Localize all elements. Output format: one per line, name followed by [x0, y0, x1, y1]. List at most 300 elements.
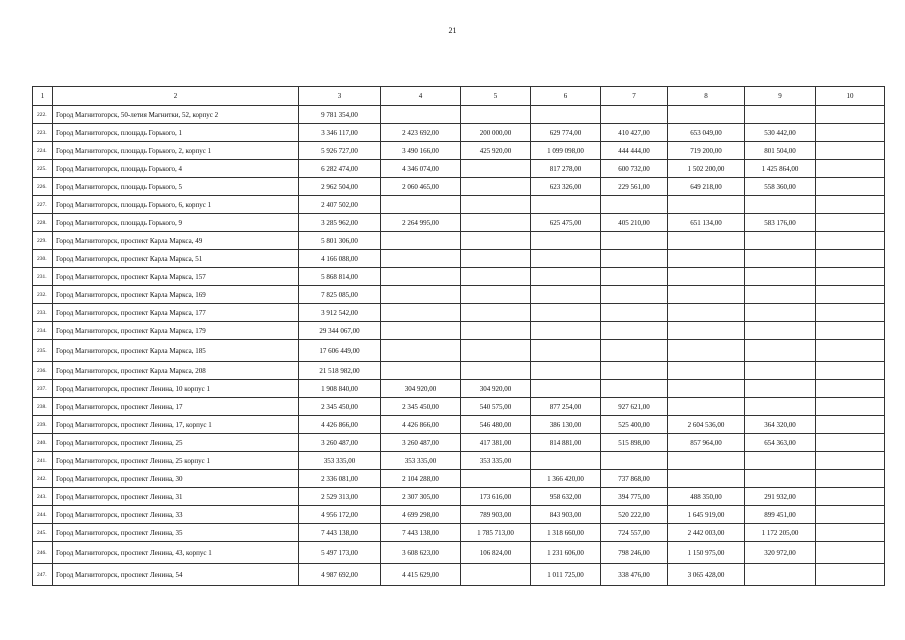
- value-col-7: [601, 196, 668, 214]
- table-row: [33, 268, 885, 286]
- value-col-4: [381, 232, 461, 250]
- value-col-6: [531, 268, 601, 286]
- table-row: [33, 250, 885, 268]
- table-row: [33, 340, 885, 362]
- column-header: 4: [381, 87, 461, 106]
- row-number: 246.: [33, 542, 53, 564]
- value-col-10: [816, 196, 885, 214]
- value-col-4: 2 104 288,00: [381, 470, 461, 488]
- value-col-7: 798 246,00: [601, 542, 668, 564]
- value-col-10: [816, 160, 885, 178]
- value-col-9: [745, 380, 816, 398]
- value-col-7: [601, 340, 668, 362]
- value-col-7: [601, 304, 668, 322]
- value-col-9: 558 360,00: [745, 178, 816, 196]
- value-col-3: 7 443 138,00: [299, 524, 381, 542]
- value-col-8: [668, 196, 745, 214]
- value-col-9: [745, 196, 816, 214]
- value-col-3: 4 426 866,00: [299, 416, 381, 434]
- value-col-4: 3 490 166,00: [381, 142, 461, 160]
- value-col-9: 899 451,00: [745, 506, 816, 524]
- row-number: 242.: [33, 470, 53, 488]
- value-col-5: 304 920,00: [461, 380, 531, 398]
- value-col-7: [601, 452, 668, 470]
- value-col-9: [745, 452, 816, 470]
- table-row: [33, 214, 885, 232]
- value-col-4: [381, 322, 461, 340]
- value-col-4: 4 426 866,00: [381, 416, 461, 434]
- address-cell: Город Магнитогорск, проспект Ленина, 54: [53, 564, 299, 586]
- address-cell: Город Магнитогорск, проспект Карла Маркса, 157: [53, 268, 299, 286]
- value-col-3: 4 956 172,00: [299, 506, 381, 524]
- value-col-4: 4 699 298,00: [381, 506, 461, 524]
- address-cell: Город Магнитогорск, проспект Ленина, 17, корпус 1: [53, 416, 299, 434]
- value-col-8: 653 049,00: [668, 124, 745, 142]
- value-col-5: [461, 214, 531, 232]
- address-cell: Город Магнитогорск, проспект Ленина, 10 корпус 1: [53, 380, 299, 398]
- row-number: 243.: [33, 488, 53, 506]
- value-col-6: 843 903,00: [531, 506, 601, 524]
- value-col-3: 3 260 487,00: [299, 434, 381, 452]
- row-number: 224.: [33, 142, 53, 160]
- value-col-6: [531, 286, 601, 304]
- value-col-4: [381, 362, 461, 380]
- address-cell: Город Магнитогорск, проспект Карла Маркса, 49: [53, 232, 299, 250]
- value-col-6: 386 130,00: [531, 416, 601, 434]
- value-col-5: [461, 362, 531, 380]
- value-col-4: [381, 106, 461, 124]
- value-col-6: [531, 232, 601, 250]
- value-col-6: 1 231 606,00: [531, 542, 601, 564]
- value-col-7: 525 400,00: [601, 416, 668, 434]
- value-col-5: [461, 340, 531, 362]
- value-col-7: 229 561,00: [601, 178, 668, 196]
- value-col-7: [601, 362, 668, 380]
- table-header-row: [33, 87, 885, 106]
- value-col-9: 801 504,00: [745, 142, 816, 160]
- value-col-8: [668, 322, 745, 340]
- value-col-7: 444 444,00: [601, 142, 668, 160]
- row-number: 222.: [33, 106, 53, 124]
- value-col-8: [668, 304, 745, 322]
- value-col-10: [816, 268, 885, 286]
- value-col-10: [816, 564, 885, 586]
- value-col-7: [601, 268, 668, 286]
- value-col-3: 2 345 450,00: [299, 398, 381, 416]
- value-col-10: [816, 416, 885, 434]
- row-number: 227.: [33, 196, 53, 214]
- row-number: 241.: [33, 452, 53, 470]
- value-col-3: 7 825 085,00: [299, 286, 381, 304]
- data-table: [32, 86, 885, 586]
- value-col-10: [816, 452, 885, 470]
- table-row: [33, 452, 885, 470]
- table-row: [33, 160, 885, 178]
- value-col-4: 2 345 450,00: [381, 398, 461, 416]
- value-col-7: [601, 286, 668, 304]
- value-col-4: 4 415 629,00: [381, 564, 461, 586]
- address-cell: Город Магнитогорск, площадь Горького, 2, корпус 1: [53, 142, 299, 160]
- value-col-7: 405 210,00: [601, 214, 668, 232]
- value-col-6: [531, 322, 601, 340]
- value-col-9: [745, 268, 816, 286]
- address-cell: Город Магнитогорск, проспект Ленина, 35: [53, 524, 299, 542]
- value-col-8: [668, 340, 745, 362]
- value-col-9: [745, 250, 816, 268]
- address-cell: Город Магнитогорск, проспект Карла Маркса, 179: [53, 322, 299, 340]
- value-col-3: 2 962 504,00: [299, 178, 381, 196]
- value-col-8: [668, 232, 745, 250]
- address-cell: Город Магнитогорск, проспект Карла Маркса, 208: [53, 362, 299, 380]
- address-cell: Город Магнитогорск, проспект Ленина, 17: [53, 398, 299, 416]
- value-col-6: 1 099 098,00: [531, 142, 601, 160]
- value-col-10: [816, 106, 885, 124]
- table-row: [33, 470, 885, 488]
- row-number: 234.: [33, 322, 53, 340]
- row-number: 240.: [33, 434, 53, 452]
- value-col-8: [668, 268, 745, 286]
- value-col-6: [531, 452, 601, 470]
- table-row: [33, 286, 885, 304]
- value-col-7: 927 621,00: [601, 398, 668, 416]
- column-header: 1: [33, 87, 53, 106]
- value-col-6: [531, 304, 601, 322]
- value-col-5: 353 335,00: [461, 452, 531, 470]
- row-number: 247.: [33, 564, 53, 586]
- value-col-8: [668, 398, 745, 416]
- value-col-10: [816, 524, 885, 542]
- value-col-10: [816, 178, 885, 196]
- value-col-4: [381, 196, 461, 214]
- value-col-10: [816, 398, 885, 416]
- value-col-3: 17 606 449,00: [299, 340, 381, 362]
- address-cell: Город Магнитогорск, площадь Горького, 9: [53, 214, 299, 232]
- value-col-8: 857 964,00: [668, 434, 745, 452]
- row-number: 231.: [33, 268, 53, 286]
- value-col-5: [461, 232, 531, 250]
- value-col-8: 649 218,00: [668, 178, 745, 196]
- value-col-3: 2 529 313,00: [299, 488, 381, 506]
- address-cell: Город Магнитогорск, проспект Ленина, 43, корпус 1: [53, 542, 299, 564]
- address-cell: Город Магнитогорск, проспект Ленина, 31: [53, 488, 299, 506]
- value-col-4: 2 423 692,00: [381, 124, 461, 142]
- value-col-3: 6 282 474,00: [299, 160, 381, 178]
- address-cell: Город Магнитогорск, проспект Карла Маркса, 185: [53, 340, 299, 362]
- value-col-4: 3 608 623,00: [381, 542, 461, 564]
- address-cell: Город Магнитогорск, проспект Карла Маркса, 177: [53, 304, 299, 322]
- column-header: 5: [461, 87, 531, 106]
- value-col-7: 724 557,00: [601, 524, 668, 542]
- address-cell: Город Магнитогорск, площадь Горького, 5: [53, 178, 299, 196]
- value-col-5: [461, 564, 531, 586]
- value-col-4: 3 260 487,00: [381, 434, 461, 452]
- value-col-3: 5 926 727,00: [299, 142, 381, 160]
- value-col-9: 320 972,00: [745, 542, 816, 564]
- page-number: 21: [448, 26, 457, 35]
- address-cell: Город Магнитогорск, проспект Ленина, 30: [53, 470, 299, 488]
- row-number: 226.: [33, 178, 53, 196]
- value-col-6: 629 774,00: [531, 124, 601, 142]
- column-header: 3: [299, 87, 381, 106]
- column-header: 7: [601, 87, 668, 106]
- row-number: 223.: [33, 124, 53, 142]
- value-col-5: [461, 160, 531, 178]
- value-col-9: [745, 232, 816, 250]
- value-col-6: 1 011 725,00: [531, 564, 601, 586]
- table-row: [33, 124, 885, 142]
- value-col-7: [601, 232, 668, 250]
- column-header: 8: [668, 87, 745, 106]
- value-col-8: 2 442 003,00: [668, 524, 745, 542]
- value-col-3: 29 344 067,00: [299, 322, 381, 340]
- value-col-5: 200 000,00: [461, 124, 531, 142]
- row-number: 225.: [33, 160, 53, 178]
- value-col-8: 1 502 200,00: [668, 160, 745, 178]
- value-col-8: [668, 452, 745, 470]
- table-row: [33, 564, 885, 586]
- row-number: 229.: [33, 232, 53, 250]
- value-col-10: [816, 488, 885, 506]
- value-col-4: 2 264 995,00: [381, 214, 461, 232]
- value-col-5: 425 920,00: [461, 142, 531, 160]
- value-col-9: 291 932,00: [745, 488, 816, 506]
- value-col-6: 1 366 420,00: [531, 470, 601, 488]
- value-col-7: 410 427,00: [601, 124, 668, 142]
- value-col-7: 394 775,00: [601, 488, 668, 506]
- value-col-3: 2 407 502,00: [299, 196, 381, 214]
- address-cell: Город Магнитогорск, проспект Карла Маркса, 169: [53, 286, 299, 304]
- row-number: 237.: [33, 380, 53, 398]
- address-cell: Город Магнитогорск, проспект Ленина, 25 корпус 1: [53, 452, 299, 470]
- value-col-4: 353 335,00: [381, 452, 461, 470]
- value-col-8: 1 645 919,00: [668, 506, 745, 524]
- value-col-10: [816, 380, 885, 398]
- value-col-7: [601, 380, 668, 398]
- row-number: 236.: [33, 362, 53, 380]
- value-col-4: 7 443 138,00: [381, 524, 461, 542]
- value-col-8: [668, 250, 745, 268]
- value-col-3: 3 346 117,00: [299, 124, 381, 142]
- value-col-6: 814 881,00: [531, 434, 601, 452]
- value-col-9: [745, 470, 816, 488]
- table-row: [33, 434, 885, 452]
- value-col-5: [461, 322, 531, 340]
- value-col-5: [461, 470, 531, 488]
- value-col-8: 719 200,00: [668, 142, 745, 160]
- row-number: 239.: [33, 416, 53, 434]
- value-col-6: [531, 340, 601, 362]
- value-col-3: 353 335,00: [299, 452, 381, 470]
- address-cell: Город Магнитогорск, площадь Горького, 6, корпус 1: [53, 196, 299, 214]
- table-row: [33, 380, 885, 398]
- address-cell: Город Магнитогорск, площадь Горького, 4: [53, 160, 299, 178]
- value-col-9: 654 363,00: [745, 434, 816, 452]
- table-row: [33, 362, 885, 380]
- value-col-8: [668, 380, 745, 398]
- value-col-9: 1 425 864,00: [745, 160, 816, 178]
- value-col-8: 2 604 536,00: [668, 416, 745, 434]
- row-number: 230.: [33, 250, 53, 268]
- value-col-5: [461, 268, 531, 286]
- value-col-7: [601, 250, 668, 268]
- value-col-9: [745, 322, 816, 340]
- value-col-9: 364 320,00: [745, 416, 816, 434]
- value-col-3: 3 285 962,00: [299, 214, 381, 232]
- table-row: [33, 488, 885, 506]
- table-row: [33, 542, 885, 564]
- value-col-8: [668, 106, 745, 124]
- value-col-5: 789 903,00: [461, 506, 531, 524]
- value-col-10: [816, 232, 885, 250]
- value-col-3: 5 801 306,00: [299, 232, 381, 250]
- row-number: 228.: [33, 214, 53, 232]
- row-number: 245.: [33, 524, 53, 542]
- value-col-9: [745, 340, 816, 362]
- value-col-3: 5 868 814,00: [299, 268, 381, 286]
- value-col-3: 4 987 692,00: [299, 564, 381, 586]
- table-row: [33, 322, 885, 340]
- value-col-3: 9 781 354,00: [299, 106, 381, 124]
- value-col-10: [816, 322, 885, 340]
- column-header: 2: [53, 87, 299, 106]
- value-col-6: 625 475,00: [531, 214, 601, 232]
- value-col-6: [531, 250, 601, 268]
- value-col-9: [745, 304, 816, 322]
- value-col-10: [816, 362, 885, 380]
- value-col-5: 1 785 713,00: [461, 524, 531, 542]
- value-col-6: [531, 106, 601, 124]
- value-col-4: 4 346 074,00: [381, 160, 461, 178]
- value-col-6: 958 632,00: [531, 488, 601, 506]
- value-col-10: [816, 304, 885, 322]
- value-col-10: [816, 124, 885, 142]
- value-col-3: 3 912 542,00: [299, 304, 381, 322]
- value-col-8: 651 134,00: [668, 214, 745, 232]
- value-col-6: 877 254,00: [531, 398, 601, 416]
- table-row: [33, 178, 885, 196]
- value-col-3: 1 908 840,00: [299, 380, 381, 398]
- table-row: [33, 106, 885, 124]
- value-col-10: [816, 470, 885, 488]
- value-col-6: 1 318 660,00: [531, 524, 601, 542]
- value-col-5: [461, 286, 531, 304]
- value-col-5: 546 480,00: [461, 416, 531, 434]
- value-col-5: [461, 106, 531, 124]
- value-col-4: [381, 304, 461, 322]
- value-col-3: 5 497 173,00: [299, 542, 381, 564]
- value-col-4: 2 060 465,00: [381, 178, 461, 196]
- value-col-4: 304 920,00: [381, 380, 461, 398]
- value-col-10: [816, 250, 885, 268]
- value-col-10: [816, 286, 885, 304]
- value-col-6: [531, 362, 601, 380]
- column-header: 9: [745, 87, 816, 106]
- value-col-3: 4 166 088,00: [299, 250, 381, 268]
- value-col-10: [816, 142, 885, 160]
- value-col-9: [745, 564, 816, 586]
- row-number: 235.: [33, 340, 53, 362]
- value-col-5: [461, 304, 531, 322]
- value-col-7: 515 898,00: [601, 434, 668, 452]
- value-col-9: 1 172 205,00: [745, 524, 816, 542]
- table-row: [33, 398, 885, 416]
- value-col-9: 530 442,00: [745, 124, 816, 142]
- value-col-10: [816, 214, 885, 232]
- value-col-7: 338 476,00: [601, 564, 668, 586]
- table-row: [33, 524, 885, 542]
- value-col-5: [461, 250, 531, 268]
- value-col-3: 2 336 081,00: [299, 470, 381, 488]
- value-col-4: [381, 250, 461, 268]
- value-col-5: 173 616,00: [461, 488, 531, 506]
- table-body: [33, 106, 885, 586]
- value-col-7: 737 868,00: [601, 470, 668, 488]
- row-number: 232.: [33, 286, 53, 304]
- table-row: [33, 506, 885, 524]
- value-col-10: [816, 506, 885, 524]
- value-col-4: [381, 286, 461, 304]
- value-col-5: 540 575,00: [461, 398, 531, 416]
- value-col-8: 488 350,00: [668, 488, 745, 506]
- value-col-10: [816, 340, 885, 362]
- value-col-8: 3 065 428,00: [668, 564, 745, 586]
- value-col-8: [668, 362, 745, 380]
- value-col-5: [461, 196, 531, 214]
- value-col-8: 1 150 975,00: [668, 542, 745, 564]
- value-col-7: [601, 322, 668, 340]
- value-col-5: 106 824,00: [461, 542, 531, 564]
- value-col-5: [461, 178, 531, 196]
- value-col-5: 417 381,00: [461, 434, 531, 452]
- table-row: [33, 232, 885, 250]
- value-col-9: 583 176,00: [745, 214, 816, 232]
- value-col-7: 520 222,00: [601, 506, 668, 524]
- address-cell: Город Магнитогорск, площадь Горького, 1: [53, 124, 299, 142]
- row-number: 238.: [33, 398, 53, 416]
- address-cell: Город Магнитогорск, проспект Ленина, 25: [53, 434, 299, 452]
- value-col-9: [745, 106, 816, 124]
- value-col-7: [601, 106, 668, 124]
- value-col-8: [668, 286, 745, 304]
- table-row: [33, 142, 885, 160]
- column-header: 6: [531, 87, 601, 106]
- address-cell: Город Магнитогорск, 50-летия Магнитки, 52, корпус 2: [53, 106, 299, 124]
- value-col-10: [816, 542, 885, 564]
- value-col-10: [816, 434, 885, 452]
- value-col-3: 21 518 982,00: [299, 362, 381, 380]
- value-col-6: [531, 380, 601, 398]
- address-cell: Город Магнитогорск, проспект Ленина, 33: [53, 506, 299, 524]
- table-row: [33, 304, 885, 322]
- column-header: 10: [816, 87, 885, 106]
- value-col-4: [381, 340, 461, 362]
- value-col-4: 2 307 305,00: [381, 488, 461, 506]
- value-col-9: [745, 286, 816, 304]
- value-col-7: 600 732,00: [601, 160, 668, 178]
- value-col-6: 623 326,00: [531, 178, 601, 196]
- table-row: [33, 196, 885, 214]
- value-col-6: 817 278,00: [531, 160, 601, 178]
- value-col-9: [745, 362, 816, 380]
- value-col-6: [531, 196, 601, 214]
- address-cell: Город Магнитогорск, проспект Карла Маркса, 51: [53, 250, 299, 268]
- value-col-9: [745, 398, 816, 416]
- row-number: 244.: [33, 506, 53, 524]
- table-row: [33, 416, 885, 434]
- value-col-4: [381, 268, 461, 286]
- row-number: 233.: [33, 304, 53, 322]
- value-col-8: [668, 470, 745, 488]
